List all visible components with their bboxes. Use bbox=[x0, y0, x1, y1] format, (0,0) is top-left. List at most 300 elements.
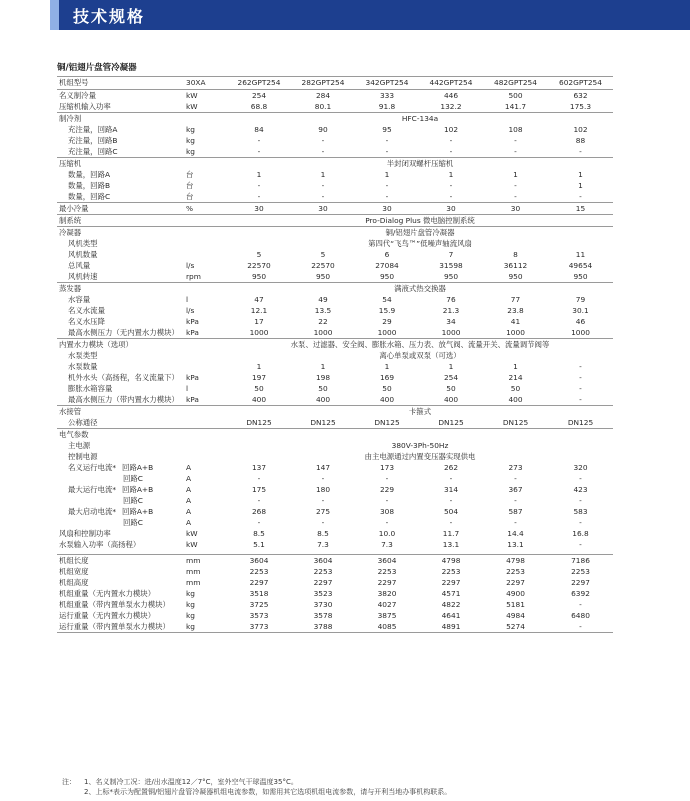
table-cell: 3788 bbox=[291, 621, 355, 633]
table-cell: - bbox=[548, 621, 613, 633]
row-label-text: 总风量 bbox=[68, 261, 91, 270]
row-label-text: 运行重量（无内置水力模块） bbox=[59, 611, 156, 620]
row-unit: kg bbox=[186, 147, 195, 156]
table-cell: 7186 bbox=[548, 555, 613, 567]
table-cell: 1 bbox=[320, 362, 326, 371]
table-cell: - bbox=[321, 474, 325, 483]
row-label bbox=[57, 451, 184, 462]
row-label bbox=[57, 372, 184, 383]
table-row bbox=[57, 283, 613, 295]
row-label bbox=[57, 283, 184, 295]
row-label-text: 数量，回路A bbox=[68, 170, 111, 179]
header-model: 482GPT254 bbox=[483, 77, 548, 90]
row-label-text: 水接管 bbox=[59, 407, 82, 416]
table-row bbox=[57, 555, 613, 567]
row-label bbox=[57, 90, 184, 102]
row-label bbox=[57, 429, 184, 441]
table-cell: - bbox=[257, 136, 261, 145]
table-cell: 175.3 bbox=[569, 102, 592, 111]
table-cell: 11.7 bbox=[442, 529, 460, 538]
row-unit bbox=[184, 350, 227, 361]
header-model: 342GPT254 bbox=[355, 77, 419, 90]
table-cell: 275 bbox=[315, 507, 331, 516]
table-row bbox=[57, 473, 613, 484]
table-row bbox=[57, 383, 613, 394]
row-label bbox=[57, 271, 184, 283]
table-cell: 423 bbox=[573, 485, 588, 494]
table-cell: 268 bbox=[251, 507, 267, 516]
row-label bbox=[57, 361, 184, 372]
row-circuit-label: 回路C bbox=[123, 496, 143, 505]
table-cell: 308 bbox=[379, 507, 395, 516]
table-cell: 1000 bbox=[506, 328, 525, 337]
table-cell: 17 bbox=[254, 317, 264, 326]
table-cell: 950 bbox=[508, 272, 523, 281]
table-cell: 4891 bbox=[419, 621, 483, 633]
table-cell: 2253 bbox=[249, 567, 269, 576]
table-cell: - bbox=[579, 373, 582, 382]
row-span-value: 第四代“飞鸟™”低噪声轴流风扇 bbox=[368, 239, 472, 248]
table-cell: 175 bbox=[251, 485, 267, 494]
table-cell: 1000 bbox=[249, 328, 269, 337]
table-row bbox=[57, 440, 613, 451]
row-unit bbox=[184, 113, 227, 125]
table-cell: - bbox=[514, 518, 517, 527]
table-cell: 3578 bbox=[313, 611, 333, 620]
row-unit bbox=[184, 429, 227, 441]
table-cell: 23.8 bbox=[507, 306, 524, 315]
table-cell: 30 bbox=[355, 203, 419, 215]
row-label bbox=[57, 169, 184, 180]
note-text: 2、上标*表示为配置铜/铝翅片盘管冷凝器机组电流参数，如需用其它选项机组电流参数，请与开利当地办事机构联系。 bbox=[84, 788, 452, 796]
table-row bbox=[57, 260, 613, 271]
row-unit: % bbox=[184, 203, 227, 215]
table-cell: 2253 bbox=[506, 567, 525, 576]
row-label bbox=[57, 158, 184, 170]
row-circuit-label: 回路C bbox=[123, 518, 143, 527]
table-cell: 34 bbox=[446, 317, 456, 326]
table-cell: 1 bbox=[320, 170, 326, 179]
row-label-text: 名义水压降 bbox=[68, 317, 105, 326]
note-row bbox=[62, 787, 451, 797]
table-cell: 50 bbox=[510, 384, 521, 393]
table-cell: - bbox=[257, 496, 261, 505]
row-label bbox=[57, 215, 184, 227]
table-row bbox=[57, 484, 613, 495]
row-label bbox=[57, 316, 184, 327]
table-cell: 400 bbox=[315, 395, 331, 404]
row-label bbox=[57, 124, 184, 135]
row-label bbox=[57, 484, 184, 495]
row-label bbox=[57, 294, 184, 305]
table-row bbox=[57, 406, 613, 418]
header-label: 机组型号 bbox=[57, 77, 184, 90]
table-row bbox=[57, 528, 613, 539]
table-cell: - bbox=[579, 540, 582, 549]
table-cell: 632 bbox=[548, 90, 613, 102]
table-cell: 3573 bbox=[249, 611, 269, 620]
table-cell: - bbox=[514, 192, 517, 201]
row-label-text: 主电源 bbox=[68, 441, 91, 450]
table-cell: DN125 bbox=[374, 418, 400, 427]
row-unit bbox=[184, 227, 227, 239]
table-cell: 1000 bbox=[377, 328, 397, 337]
table-cell: 90 bbox=[318, 125, 328, 134]
table-cell: 400 bbox=[508, 395, 523, 404]
table-cell: 4984 bbox=[506, 611, 525, 620]
row-label-text: 充注量，回路C bbox=[68, 147, 118, 156]
table-cell: 2297 bbox=[313, 578, 333, 587]
row-label-text: 机外水头（高扬程，名义流量下） bbox=[68, 373, 179, 382]
table-row bbox=[57, 372, 613, 383]
row-unit: A bbox=[186, 474, 192, 483]
row-label bbox=[57, 440, 184, 451]
table-cell: 3604 bbox=[291, 555, 355, 567]
row-label bbox=[57, 599, 184, 610]
table-cell: 132.2 bbox=[440, 102, 462, 111]
table-cell: 30 bbox=[227, 203, 291, 215]
table-cell: - bbox=[385, 496, 389, 505]
row-label-text: 充注量，回路B bbox=[68, 136, 118, 145]
table-row bbox=[57, 227, 613, 239]
table-cell: 229 bbox=[379, 485, 395, 494]
table-cell: 77 bbox=[510, 295, 521, 304]
table-cell: 3875 bbox=[377, 611, 397, 620]
table-cell: 254 bbox=[443, 373, 459, 382]
row-unit: A bbox=[186, 518, 192, 527]
row-unit: mm bbox=[186, 578, 201, 587]
row-label-text: 内置水力模块（选项） bbox=[59, 340, 133, 349]
table-cell: 5181 bbox=[506, 600, 525, 609]
table-cell: 446 bbox=[419, 90, 483, 102]
table-cell: 2253 bbox=[441, 567, 461, 576]
table-row bbox=[57, 294, 613, 305]
row-unit: A bbox=[186, 485, 192, 494]
table-cell: 320 bbox=[573, 463, 588, 472]
section-title: 铜/铝翅片盘管冷凝器 bbox=[57, 63, 137, 73]
row-unit: kW bbox=[186, 102, 198, 111]
row-unit: kg bbox=[184, 621, 227, 633]
row-label bbox=[57, 462, 184, 473]
row-label bbox=[57, 146, 184, 158]
row-label-text: 名义水流量 bbox=[68, 306, 105, 315]
table-cell: 950 bbox=[251, 272, 267, 281]
table-row bbox=[57, 539, 613, 550]
table-cell: 10.0 bbox=[378, 529, 396, 538]
banner bbox=[50, 0, 690, 30]
table-cell: 169 bbox=[379, 373, 395, 382]
table-row bbox=[57, 588, 613, 599]
table-cell: 1 bbox=[513, 170, 518, 179]
table-cell: 3725 bbox=[249, 600, 269, 609]
table-row bbox=[57, 101, 613, 113]
table-cell: 950 bbox=[379, 272, 395, 281]
table-cell: 7 bbox=[448, 250, 454, 259]
row-circuit-label: 回路A+B bbox=[122, 463, 154, 472]
row-label bbox=[57, 506, 184, 517]
table-cell: 400 bbox=[379, 395, 395, 404]
table-row bbox=[57, 429, 613, 441]
table-cell: 3773 bbox=[227, 621, 291, 633]
row-unit: kPa bbox=[186, 317, 199, 326]
row-unit: kg bbox=[186, 589, 195, 598]
header-model: 442GPT254 bbox=[419, 77, 483, 90]
row-span-value: 半封闭双螺杆压缩机 bbox=[227, 158, 613, 170]
row-label bbox=[57, 610, 184, 621]
table-cell: 3523 bbox=[313, 589, 333, 598]
table-cell: 12.1 bbox=[250, 306, 268, 315]
table-cell: 6480 bbox=[571, 611, 590, 620]
row-unit bbox=[184, 158, 227, 170]
table-cell: 80.1 bbox=[314, 102, 332, 111]
table-row bbox=[57, 394, 613, 406]
table-row bbox=[57, 350, 613, 361]
table-cell: 5.1 bbox=[253, 540, 265, 549]
table-cell: - bbox=[385, 147, 389, 156]
row-label bbox=[57, 517, 184, 528]
table-cell: 30 bbox=[419, 203, 483, 215]
table-cell: 504 bbox=[443, 507, 459, 516]
row-unit bbox=[184, 249, 227, 260]
table-cell: 2297 bbox=[506, 578, 525, 587]
row-span-value: 铜/铝翅片盘管冷凝器 bbox=[227, 227, 613, 239]
table-cell: 84 bbox=[254, 125, 264, 134]
table-cell: - bbox=[257, 518, 261, 527]
table-cell: 5274 bbox=[483, 621, 548, 633]
row-label-text: 风机类型 bbox=[68, 239, 98, 248]
table-cell: - bbox=[449, 192, 453, 201]
table-cell: 50 bbox=[382, 384, 392, 393]
table-cell: 1 bbox=[256, 170, 262, 179]
table-cell: 11 bbox=[575, 250, 586, 259]
notes bbox=[62, 777, 451, 797]
table-cell: - bbox=[257, 474, 261, 483]
row-label-text: 制系统 bbox=[59, 216, 82, 225]
row-label-text: 膨胀水箱容量 bbox=[68, 384, 113, 393]
row-span-value: 满液式热交换器 bbox=[227, 283, 613, 295]
table-cell: 4641 bbox=[441, 611, 461, 620]
row-label bbox=[57, 101, 184, 113]
table-cell: - bbox=[449, 136, 453, 145]
table-cell: 587 bbox=[508, 507, 523, 516]
table-cell: 102 bbox=[573, 125, 588, 134]
row-unit bbox=[184, 283, 227, 295]
table-cell: 13.1 bbox=[507, 540, 524, 549]
row-unit: kg bbox=[186, 136, 195, 145]
header-model: 262GPT254 bbox=[227, 77, 291, 90]
table-cell: - bbox=[385, 474, 389, 483]
row-label bbox=[57, 417, 184, 429]
table-cell: 1 bbox=[384, 170, 390, 179]
table-cell: 583 bbox=[573, 507, 588, 516]
row-label-text: 冷凝器 bbox=[59, 228, 82, 237]
table-row bbox=[57, 124, 613, 135]
table-cell: 68.8 bbox=[250, 102, 268, 111]
row-label bbox=[57, 555, 184, 567]
table-row bbox=[57, 495, 613, 506]
row-label bbox=[57, 227, 184, 239]
row-label bbox=[57, 495, 184, 506]
table-row bbox=[57, 599, 613, 610]
row-label-text: 运行重量（带内置单泵水力模块） bbox=[59, 622, 170, 631]
table-cell: - bbox=[514, 147, 517, 156]
table-cell: 6 bbox=[384, 250, 390, 259]
row-label-text: 风机数量 bbox=[68, 250, 98, 259]
table-cell: 4798 bbox=[483, 555, 548, 567]
table-row bbox=[57, 462, 613, 473]
row-unit: 台 bbox=[186, 181, 194, 190]
note-text: 1、名义制冷工况：进/出水温度12／7°C，室外空气干球温度35°C。 bbox=[84, 778, 298, 786]
banner-accent bbox=[50, 0, 59, 30]
table-cell: 1 bbox=[578, 181, 583, 190]
table-row bbox=[57, 90, 613, 102]
row-span-value: HFC-134a bbox=[227, 113, 613, 125]
table-cell: 46 bbox=[575, 317, 586, 326]
row-unit: kW bbox=[186, 529, 198, 538]
table-cell: 180 bbox=[315, 485, 331, 494]
header-row bbox=[57, 77, 613, 90]
row-unit: l/s bbox=[186, 261, 195, 270]
table-cell: 6392 bbox=[571, 589, 590, 598]
table-cell: 500 bbox=[483, 90, 548, 102]
table-cell: 50 bbox=[318, 384, 328, 393]
table-cell: 1000 bbox=[441, 328, 461, 337]
row-unit: mm bbox=[186, 567, 201, 576]
table-cell: 1 bbox=[448, 170, 454, 179]
table-cell: 367 bbox=[508, 485, 523, 494]
table-row bbox=[57, 451, 613, 462]
table-cell: 1 bbox=[256, 362, 262, 371]
table-cell: 2253 bbox=[571, 567, 590, 576]
header-model: 282GPT254 bbox=[291, 77, 355, 90]
row-unit: rpm bbox=[186, 272, 201, 281]
table-cell: 950 bbox=[315, 272, 331, 281]
row-label-text: 控制电源 bbox=[68, 452, 98, 461]
table-cell: 22570 bbox=[311, 261, 335, 270]
table-cell: - bbox=[514, 136, 517, 145]
row-label bbox=[57, 394, 184, 406]
row-unit: 台 bbox=[186, 170, 194, 179]
table-row bbox=[57, 417, 613, 429]
row-span-value: 离心单泵或双泵（可选） bbox=[379, 351, 461, 360]
row-label-text: 最高水侧压力（带内置水力模块） bbox=[68, 395, 179, 404]
table-row bbox=[57, 339, 613, 351]
table-cell: 197 bbox=[251, 373, 267, 382]
table-cell: 2253 bbox=[377, 567, 397, 576]
table-row bbox=[57, 621, 613, 633]
table-row bbox=[57, 158, 613, 170]
table-cell: 47 bbox=[254, 295, 264, 304]
table-row bbox=[57, 169, 613, 180]
page-title: 技术规格 bbox=[73, 6, 146, 26]
table-cell: - bbox=[579, 395, 582, 404]
table-cell: 27084 bbox=[375, 261, 399, 270]
row-label-text: 制冷剂 bbox=[59, 114, 82, 123]
table-cell: - bbox=[449, 518, 453, 527]
table-cell: 15.9 bbox=[378, 306, 396, 315]
row-unit: kPa bbox=[186, 395, 199, 404]
row-span-value: Pro-Dialog Plus 微电脑控制系统 bbox=[227, 215, 613, 227]
table-row bbox=[57, 191, 613, 203]
row-label-text: 水容量 bbox=[68, 295, 91, 304]
table-cell: - bbox=[514, 496, 517, 505]
row-label-text: 最大启动电流* bbox=[68, 507, 117, 516]
table-cell: DN125 bbox=[502, 418, 529, 427]
table-cell: 2297 bbox=[571, 578, 590, 587]
table-cell: 1 bbox=[513, 362, 518, 371]
table-cell: - bbox=[385, 181, 389, 190]
table-cell: - bbox=[579, 192, 582, 201]
row-label-text: 最小冷量 bbox=[59, 204, 89, 213]
table-cell: 141.7 bbox=[504, 102, 527, 111]
table-cell: DN125 bbox=[567, 418, 594, 427]
table-cell: 214 bbox=[508, 373, 523, 382]
table-cell: 254 bbox=[227, 90, 291, 102]
table-row bbox=[57, 517, 613, 528]
table-cell: 50 bbox=[254, 384, 264, 393]
table-cell: 79 bbox=[575, 295, 586, 304]
row-label bbox=[57, 621, 184, 633]
row-unit: kg bbox=[186, 611, 195, 620]
spec-table bbox=[57, 76, 613, 633]
table-cell: - bbox=[321, 147, 325, 156]
row-label-text: 公称通径 bbox=[68, 418, 98, 427]
row-unit: kg bbox=[186, 600, 195, 609]
row-unit bbox=[184, 406, 227, 418]
row-label-text: 名义运行电流* bbox=[68, 463, 117, 472]
table-cell: 3604 bbox=[355, 555, 419, 567]
row-unit: mm bbox=[184, 555, 227, 567]
table-cell: - bbox=[385, 192, 389, 201]
row-unit bbox=[184, 417, 227, 429]
table-cell: DN125 bbox=[310, 418, 336, 427]
row-empty bbox=[227, 429, 613, 441]
table-cell: 2297 bbox=[377, 578, 397, 587]
table-cell: - bbox=[449, 147, 453, 156]
table-cell: - bbox=[514, 181, 517, 190]
table-cell: 14.4 bbox=[507, 529, 524, 538]
row-label-text: 最大运行电流* bbox=[68, 485, 117, 494]
table-cell: - bbox=[321, 496, 325, 505]
row-circuit-label: 回路C bbox=[123, 474, 143, 483]
table-cell: 4900 bbox=[506, 589, 525, 598]
table-cell: 4571 bbox=[441, 589, 461, 598]
row-unit bbox=[184, 339, 227, 351]
table-cell: 1000 bbox=[313, 328, 333, 337]
table-row bbox=[57, 361, 613, 372]
row-label bbox=[57, 528, 184, 539]
table-cell: - bbox=[579, 362, 582, 371]
table-row bbox=[57, 203, 613, 215]
table-cell: 29 bbox=[382, 317, 392, 326]
row-label-text: 风扇和控制功率 bbox=[59, 529, 111, 538]
table-cell: 3604 bbox=[227, 555, 291, 567]
table-cell: - bbox=[449, 181, 453, 190]
table-cell: 5 bbox=[256, 250, 262, 259]
row-label bbox=[57, 473, 184, 484]
table-cell: 95 bbox=[382, 125, 392, 134]
table-cell: - bbox=[579, 518, 582, 527]
table-cell: - bbox=[514, 474, 517, 483]
table-cell: 4798 bbox=[419, 555, 483, 567]
row-label-text: 压缩机输入功率 bbox=[59, 102, 111, 111]
table-cell: 173 bbox=[379, 463, 395, 472]
row-label-text: 机组长度 bbox=[59, 556, 89, 565]
table-cell: 13.5 bbox=[314, 306, 332, 315]
table-cell: - bbox=[257, 147, 261, 156]
row-label-text: 蒸发器 bbox=[59, 284, 82, 293]
row-label bbox=[57, 339, 184, 351]
